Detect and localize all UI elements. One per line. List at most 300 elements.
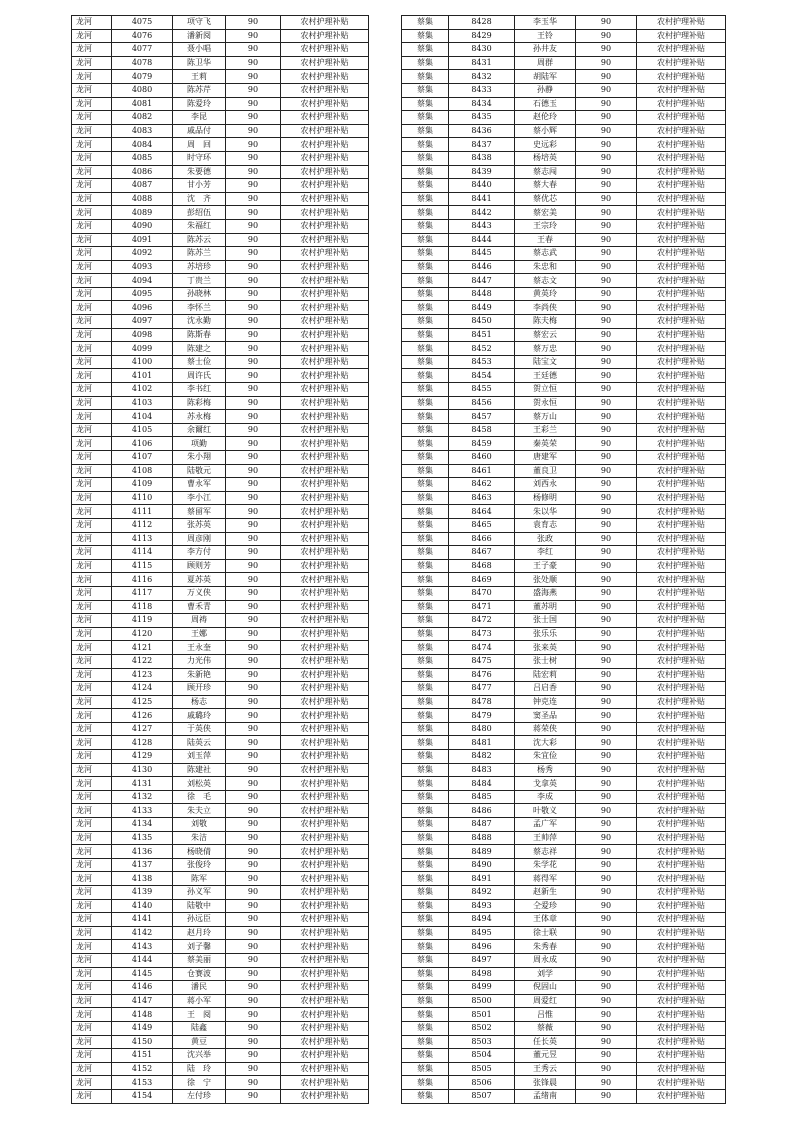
cell-subsidy-type: 农村护理补贴 [281,206,369,220]
cell-serial-number: 8434 [449,97,515,111]
cell-serial-number: 8479 [449,709,515,723]
cell-amount: 90 [226,750,281,764]
cell-name: 王永奎 [173,641,226,655]
cell-amount: 90 [576,818,637,832]
cell-serial-number: 8503 [449,1035,515,1049]
cell-township: 龙河 [72,899,112,913]
cell-serial-number: 8472 [449,614,515,628]
cell-serial-number: 8502 [449,1021,515,1035]
cell-township: 龙河 [72,872,112,886]
cell-township: 蔡集 [402,16,449,30]
table-row [72,111,369,125]
cell-subsidy-type: 农村护理补贴 [637,478,726,492]
cell-subsidy-type: 农村护理补贴 [637,695,726,709]
cell-subsidy-type: 农村护理补贴 [281,546,369,560]
table-row [402,1035,726,1049]
table-row [72,1089,369,1103]
cell-subsidy-type: 农村护理补贴 [637,97,726,111]
cell-name: 刘松英 [173,777,226,791]
cell-serial-number: 8485 [449,790,515,804]
cell-serial-number: 8432 [449,70,515,84]
cell-amount: 90 [576,858,637,872]
cell-serial-number: 4128 [112,736,173,750]
table-row [72,1076,369,1090]
cell-subsidy-type: 农村护理补贴 [637,179,726,193]
cell-subsidy-type: 农村护理补贴 [637,328,726,342]
cell-name: 陈苏兰 [173,247,226,261]
cell-name: 张来英 [515,641,576,655]
cell-serial-number: 4131 [112,777,173,791]
cell-amount: 90 [226,179,281,193]
table-row [72,790,369,804]
cell-amount: 90 [576,886,637,900]
cell-amount: 90 [226,886,281,900]
cell-amount: 90 [226,274,281,288]
cell-subsidy-type: 农村护理补贴 [637,709,726,723]
cell-name: 董元昱 [515,1049,576,1063]
cell-name: 张士国 [515,614,576,628]
table-row [72,518,369,532]
cell-amount: 90 [226,70,281,84]
table-row [402,1089,726,1103]
cell-township: 龙河 [72,573,112,587]
cell-amount: 90 [226,1035,281,1049]
table-row [402,940,726,954]
cell-serial-number: 4077 [112,43,173,57]
cell-township: 蔡集 [402,654,449,668]
cell-amount: 90 [576,29,637,43]
cell-serial-number: 4149 [112,1021,173,1035]
cell-name: 彭绍伍 [173,206,226,220]
cell-subsidy-type: 农村护理补贴 [637,83,726,97]
table-row [72,260,369,274]
cell-subsidy-type: 农村护理补贴 [637,831,726,845]
cell-serial-number: 4129 [112,750,173,764]
cell-serial-number: 8458 [449,423,515,437]
cell-amount: 90 [226,858,281,872]
cell-township: 蔡集 [402,396,449,410]
cell-subsidy-type: 农村护理补贴 [281,355,369,369]
table-row [402,165,726,179]
cell-serial-number: 8477 [449,682,515,696]
cell-serial-number: 4088 [112,192,173,206]
cell-serial-number: 4087 [112,179,173,193]
cell-subsidy-type: 农村护理补贴 [281,967,369,981]
cell-subsidy-type: 农村护理补贴 [281,641,369,655]
cell-serial-number: 4123 [112,668,173,682]
cell-amount: 90 [226,926,281,940]
cell-name: 贺永恒 [515,396,576,410]
cell-name: 潘民 [173,981,226,995]
cell-name: 朱忠和 [515,260,576,274]
cell-subsidy-type: 农村护理补贴 [281,233,369,247]
cell-name: 张苏英 [173,518,226,532]
cell-subsidy-type: 农村护理补贴 [281,478,369,492]
table-row [72,654,369,668]
cell-subsidy-type: 农村护理补贴 [281,383,369,397]
cell-serial-number: 8438 [449,151,515,165]
cell-name: 朱以华 [515,505,576,519]
cell-serial-number: 4139 [112,886,173,900]
cell-amount: 90 [576,451,637,465]
cell-subsidy-type: 农村护理补贴 [281,111,369,125]
cell-serial-number: 8429 [449,29,515,43]
cell-amount: 90 [226,627,281,641]
cell-name: 赵月玲 [173,926,226,940]
cell-township: 龙河 [72,383,112,397]
cell-name: 沈 齐 [173,192,226,206]
cell-amount: 90 [576,1049,637,1063]
table-row [72,831,369,845]
cell-subsidy-type: 农村护理补贴 [637,1062,726,1076]
cell-amount: 90 [226,124,281,138]
cell-township: 龙河 [72,654,112,668]
cell-name: 蔡志祥 [515,845,576,859]
cell-subsidy-type: 农村护理补贴 [281,29,369,43]
table-row [72,83,369,97]
cell-amount: 90 [226,872,281,886]
table-row [72,940,369,954]
cell-subsidy-type: 农村护理补贴 [281,831,369,845]
cell-serial-number: 8484 [449,777,515,791]
cell-name: 陈建社 [173,763,226,777]
cell-subsidy-type: 农村护理补贴 [281,627,369,641]
cell-serial-number: 8467 [449,546,515,560]
cell-amount: 90 [226,600,281,614]
cell-name: 朱小翔 [173,451,226,465]
cell-amount: 90 [226,654,281,668]
cell-subsidy-type: 农村护理补贴 [281,165,369,179]
cell-serial-number: 4076 [112,29,173,43]
cell-township: 龙河 [72,287,112,301]
cell-amount: 90 [576,926,637,940]
cell-amount: 90 [226,410,281,424]
cell-subsidy-type: 农村护理补贴 [281,505,369,519]
cell-township: 蔡集 [402,600,449,614]
cell-serial-number: 8491 [449,872,515,886]
cell-subsidy-type: 农村护理补贴 [281,777,369,791]
cell-name: 李方付 [173,546,226,560]
table-row [402,627,726,641]
cell-subsidy-type: 农村护理补贴 [281,260,369,274]
cell-township: 龙河 [72,1049,112,1063]
cell-subsidy-type: 农村护理补贴 [637,505,726,519]
cell-name: 曹禾青 [173,600,226,614]
cell-name: 朱洁 [173,831,226,845]
cell-serial-number: 4115 [112,559,173,573]
cell-serial-number: 8461 [449,464,515,478]
cell-subsidy-type: 农村护理补贴 [281,750,369,764]
cell-township: 蔡集 [402,546,449,560]
cell-serial-number: 8460 [449,451,515,465]
cell-township: 蔡集 [402,790,449,804]
cell-amount: 90 [576,682,637,696]
cell-name: 蔡宏云 [515,328,576,342]
cell-township: 蔡集 [402,1049,449,1063]
cell-township: 蔡集 [402,1035,449,1049]
cell-subsidy-type: 农村护理补贴 [637,301,726,315]
cell-serial-number: 8442 [449,206,515,220]
cell-township: 蔡集 [402,1008,449,1022]
cell-township: 龙河 [72,1089,112,1103]
cell-township: 龙河 [72,478,112,492]
cell-subsidy-type: 农村护理补贴 [281,518,369,532]
table-row [72,151,369,165]
cell-township: 蔡集 [402,777,449,791]
cell-amount: 90 [576,559,637,573]
table-row [402,301,726,315]
cell-serial-number: 8493 [449,899,515,913]
cell-serial-number: 4125 [112,695,173,709]
cell-name: 蔡志武 [515,247,576,261]
cell-serial-number: 8495 [449,926,515,940]
table-row [402,247,726,261]
table-row [402,600,726,614]
cell-serial-number: 8501 [449,1008,515,1022]
cell-subsidy-type: 农村护理补贴 [281,926,369,940]
cell-township: 龙河 [72,858,112,872]
cell-township: 龙河 [72,953,112,967]
cell-name: 张处顺 [515,573,576,587]
table-row [72,627,369,641]
cell-name: 张俊玲 [173,858,226,872]
cell-serial-number: 4135 [112,831,173,845]
cell-name: 苏培珍 [173,260,226,274]
cell-name: 戚璐玲 [173,709,226,723]
cell-subsidy-type: 农村护理补贴 [637,899,726,913]
cell-serial-number: 4145 [112,967,173,981]
table-row [72,505,369,519]
cell-township: 龙河 [72,668,112,682]
table-row [402,56,726,70]
cell-township: 蔡集 [402,478,449,492]
cell-name: 蔡志文 [515,274,576,288]
cell-serial-number: 8449 [449,301,515,315]
table-row [72,1021,369,1035]
cell-township: 蔡集 [402,981,449,995]
cell-serial-number: 4153 [112,1076,173,1090]
cell-amount: 90 [226,260,281,274]
cell-amount: 90 [226,953,281,967]
cell-subsidy-type: 农村护理补贴 [637,70,726,84]
cell-serial-number: 4096 [112,301,173,315]
cell-serial-number: 4075 [112,16,173,30]
cell-subsidy-type: 农村护理补贴 [637,437,726,451]
cell-serial-number: 8497 [449,953,515,967]
cell-serial-number: 8464 [449,505,515,519]
cell-amount: 90 [576,831,637,845]
cell-serial-number: 4144 [112,953,173,967]
cell-serial-number: 4116 [112,573,173,587]
table-row [402,383,726,397]
cell-name: 吕惟 [515,1008,576,1022]
table-row [402,151,726,165]
cell-township: 蔡集 [402,260,449,274]
cell-amount: 90 [576,70,637,84]
cell-name: 蔡留军 [173,505,226,519]
cell-name: 张士树 [515,654,576,668]
cell-subsidy-type: 农村护理补贴 [281,97,369,111]
right-table-body [402,16,726,1104]
cell-amount: 90 [226,383,281,397]
cell-name: 蔡万山 [515,410,576,424]
cell-serial-number: 8441 [449,192,515,206]
cell-name: 王春 [515,233,576,247]
cell-subsidy-type: 农村护理补贴 [637,994,726,1008]
cell-township: 蔡集 [402,845,449,859]
cell-amount: 90 [576,355,637,369]
table-row [72,56,369,70]
cell-serial-number: 8496 [449,940,515,954]
cell-name: 张政 [515,532,576,546]
cell-amount: 90 [226,138,281,152]
table-row [72,43,369,57]
cell-amount: 90 [226,97,281,111]
cell-serial-number: 8444 [449,233,515,247]
cell-township: 龙河 [72,695,112,709]
cell-township: 蔡集 [402,423,449,437]
cell-amount: 90 [576,491,637,505]
cell-amount: 90 [226,247,281,261]
table-row [402,831,726,845]
cell-subsidy-type: 农村护理补贴 [281,274,369,288]
cell-township: 龙河 [72,451,112,465]
table-row [402,736,726,750]
table-row [402,654,726,668]
cell-amount: 90 [576,192,637,206]
cell-subsidy-type: 农村护理补贴 [637,383,726,397]
cell-amount: 90 [576,614,637,628]
cell-amount: 90 [576,410,637,424]
cell-subsidy-type: 农村护理补贴 [637,56,726,70]
cell-subsidy-type: 农村护理补贴 [637,722,726,736]
cell-serial-number: 4121 [112,641,173,655]
cell-subsidy-type: 农村护理补贴 [281,994,369,1008]
cell-township: 蔡集 [402,1021,449,1035]
cell-name: 朱要德 [173,165,226,179]
cell-township: 龙河 [72,818,112,832]
cell-subsidy-type: 农村护理补贴 [637,926,726,940]
cell-township: 龙河 [72,70,112,84]
cell-name: 李玉华 [515,16,576,30]
cell-amount: 90 [226,56,281,70]
table-row [402,138,726,152]
cell-name: 刘玉萍 [173,750,226,764]
table-row [72,192,369,206]
cell-amount: 90 [226,790,281,804]
cell-township: 龙河 [72,410,112,424]
cell-subsidy-type: 农村护理补贴 [281,1049,369,1063]
cell-township: 龙河 [72,369,112,383]
cell-subsidy-type: 农村护理补贴 [281,763,369,777]
cell-name: 王彩兰 [515,423,576,437]
cell-township: 蔡集 [402,926,449,940]
cell-township: 蔡集 [402,247,449,261]
cell-name: 刘学 [515,967,576,981]
cell-township: 蔡集 [402,559,449,573]
cell-name: 朱秀春 [515,940,576,954]
cell-township: 龙河 [72,151,112,165]
cell-name: 蔡宏美 [515,206,576,220]
cell-amount: 90 [226,614,281,628]
cell-township: 龙河 [72,763,112,777]
cell-township: 蔡集 [402,668,449,682]
cell-amount: 90 [576,83,637,97]
cell-serial-number: 8446 [449,260,515,274]
cell-amount: 90 [226,219,281,233]
cell-township: 龙河 [72,777,112,791]
cell-serial-number: 4103 [112,396,173,410]
cell-name: 杨培英 [515,151,576,165]
table-row [72,682,369,696]
table-row [402,722,726,736]
cell-township: 蔡集 [402,953,449,967]
table-row [402,423,726,437]
cell-serial-number: 8474 [449,641,515,655]
table-row [402,750,726,764]
cell-serial-number: 8436 [449,124,515,138]
cell-amount: 90 [576,138,637,152]
cell-name: 陈彩梅 [173,396,226,410]
cell-subsidy-type: 农村护理补贴 [281,682,369,696]
cell-township: 蔡集 [402,464,449,478]
cell-name: 沈永勤 [173,315,226,329]
cell-amount: 90 [576,763,637,777]
cell-township: 蔡集 [402,192,449,206]
cell-amount: 90 [226,29,281,43]
cell-name: 聂小唱 [173,43,226,57]
cell-township: 蔡集 [402,940,449,954]
table-row [402,641,726,655]
cell-subsidy-type: 农村护理补贴 [281,151,369,165]
cell-amount: 90 [226,777,281,791]
cell-serial-number: 4108 [112,464,173,478]
cell-township: 龙河 [72,750,112,764]
right-subsidy-table [401,15,726,1104]
cell-amount: 90 [576,369,637,383]
cell-amount: 90 [576,56,637,70]
cell-amount: 90 [576,845,637,859]
cell-serial-number: 4097 [112,315,173,329]
cell-subsidy-type: 农村护理补贴 [281,16,369,30]
cell-name: 陈爱玲 [173,97,226,111]
cell-name: 张锋晨 [515,1076,576,1090]
table-row [402,437,726,451]
cell-township: 蔡集 [402,682,449,696]
cell-township: 蔡集 [402,301,449,315]
cell-township: 蔡集 [402,1089,449,1103]
cell-name: 黄英玲 [515,287,576,301]
cell-township: 龙河 [72,260,112,274]
cell-amount: 90 [576,16,637,30]
cell-subsidy-type: 农村护理补贴 [281,899,369,913]
cell-subsidy-type: 农村护理补贴 [637,967,726,981]
cell-name: 陈苏芹 [173,83,226,97]
cell-subsidy-type: 农村护理补贴 [637,124,726,138]
cell-subsidy-type: 农村护理补贴 [281,70,369,84]
cell-amount: 90 [226,682,281,696]
cell-amount: 90 [226,287,281,301]
table-row [402,518,726,532]
cell-serial-number: 4100 [112,355,173,369]
cell-name: 周彦刚 [173,532,226,546]
cell-name: 于英侠 [173,722,226,736]
table-row [72,736,369,750]
table-row [72,614,369,628]
cell-name: 时守环 [173,151,226,165]
cell-name: 李书红 [173,383,226,397]
cell-township: 龙河 [72,600,112,614]
